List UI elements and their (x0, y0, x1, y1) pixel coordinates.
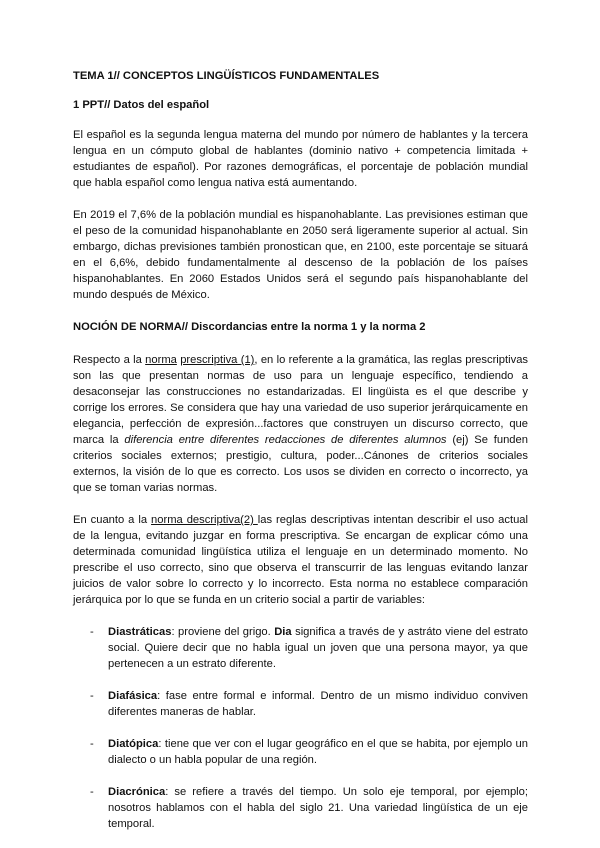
list-item-diafasica (73, 688, 528, 720)
variables-list (73, 624, 528, 832)
section-subtitle: 1 PPT// Datos del español (73, 99, 210, 111)
section-heading-norma: NOCIÓN DE NORMA// Discordancias entre la norma 1 y la norma 2 (73, 321, 426, 333)
paragraph-norma-prescriptiva (73, 352, 528, 496)
text-run: , en lo referente a la gramática, las reglas prescriptivas son las que presentan normas de uso para un lenguaje específico, tendiendo a desaconsejar las construcciones no estandarizadas. El lingüista es el que describe y corrige los errores. Se considera que hay una variedad de uso superior jerárquicamente en elegancia, perfección de expresión...factores que construyen un discurso correcto, que marca la (73, 354, 529, 446)
term-bold: Diastráticas (108, 626, 172, 638)
text-run: : se refiere a través del tiempo. Un solo eje temporal, por ejemplo; nosotros hablamos con el habla del siglo 21. Una variedad lingüística de un eje temporal. (108, 786, 528, 830)
document-title: TEMA 1// CONCEPTOS LINGÜÍSTICOS FUNDAMENTALES (73, 70, 380, 82)
text-run: las reglas descriptivas intentan describir el uso actual de la lengua, evitando juzgar en forma prescriptiva. Se encargan de explicar cómo una determinada comunidad lingüística utiliza el lenguaje en un determinado momento. No prescribe el uso correcto, sino que observa el transcurrir de las lenguas evitando lanzar juicios de valor sobre lo correcto y lo incorrecto. Esta norma no establece comparación jerárquica por lo que se funda en un criterio social a partir de variables: (73, 514, 528, 606)
document-page (73, 68, 528, 848)
bullet-dash: - (90, 690, 94, 702)
underlined-term-descriptiva: norma descriptiva(2) (151, 514, 258, 526)
list-item-diacronica (73, 784, 528, 832)
term-bold: Dia (274, 626, 292, 638)
list-item-diatopica (73, 736, 528, 768)
text-run: : fase entre formal e informal. Dentro de un mismo individuo conviven diferentes maneras de hablar. (108, 690, 528, 718)
list-item-diastraticas (73, 624, 528, 672)
text-run: (ej) Se funden criterios sociales externos; prestigio, cultura, poder...Cánones de criterios sociales externos, la visión de lo que es correcto. Los usos se dividen en correcto o incorrecto, ya que se toman varias normas. (73, 434, 528, 494)
text-run: Respecto a la (73, 354, 146, 366)
paragraph-intro: El español es la segunda lengua materna del mundo por número de hablantes y la tercera lengua en un cómputo global de hablantes (dominio nativo + competencia limitada + estudiantes de español). Por razones demográficas, el porcentaje de población mundial que habla español como lengua nativa está aumentando. (73, 129, 528, 189)
bullet-dash: - (90, 738, 94, 750)
text-run: significa a través de y astráto viene del estrato social. Quiere decir que no habla igual un joven que una persona mayor, ya que pertenecen a un estrato diferente. (108, 626, 528, 670)
text-run: : tiene que ver con el lugar geográfico en el que se habita, por ejemplo un dialecto o un habla popular de una región. (108, 738, 528, 766)
text-run: : proviene del grigo. (171, 626, 275, 638)
italic-example: diferencia entre diferentes redacciones de diferentes alumnos (124, 434, 447, 446)
bullet-dash: - (90, 626, 94, 638)
text-run: En cuanto a la (73, 514, 152, 526)
underlined-term-norma: norma (145, 354, 177, 366)
paragraph-norma-descriptiva (73, 512, 528, 608)
term-bold: Diacrónica (108, 786, 166, 798)
term-bold: Diafásica (108, 690, 158, 702)
paragraph-statistics: En 2019 el 7,6% de la población mundial es hispanohablante. Las previsiones estiman que el peso de la comunidad hispanohablante en 2050 será ligeramente superior al actual. Sin embargo, dichas previsiones también pronostican que, en 2100, este porcentaje se situará en el 6,6%, debido fundamentalmente al descenso de la población de los países hispanohablantes. En 2060 Estados Unidos será el segundo país hispanohablante del mundo después de México. (73, 209, 528, 301)
term-bold: Diatópica (108, 738, 159, 750)
bullet-dash: - (90, 786, 94, 798)
underlined-term-prescriptiva: prescriptiva (1) (180, 354, 255, 366)
